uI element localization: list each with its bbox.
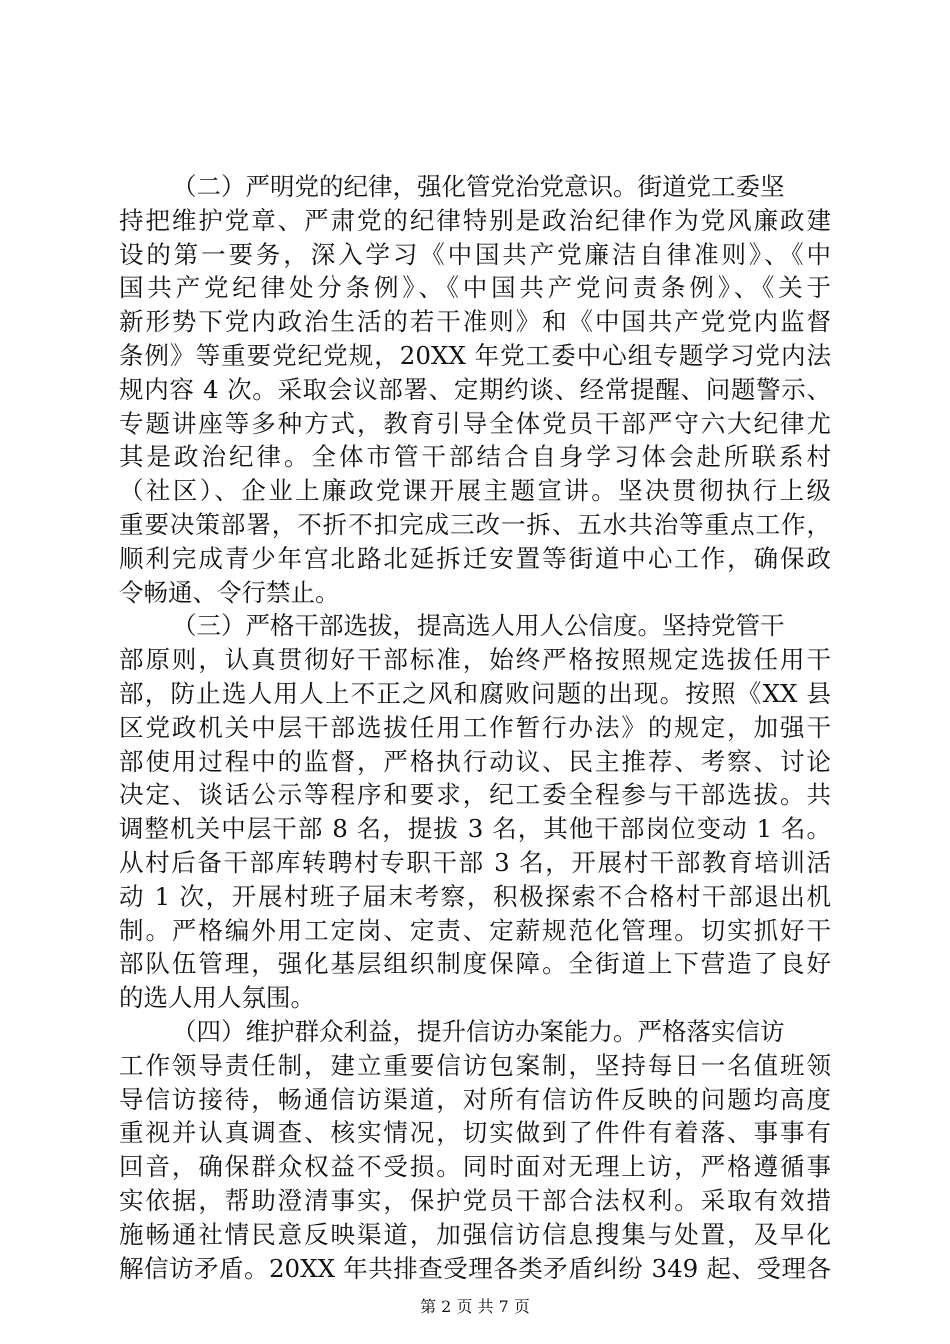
paragraph-1-line: 国共产党纪律处分条例》、《中国共产党问责条例》、《关于 [119, 273, 831, 303]
paragraph-2-line: 区党政机关中层干部选拔任用工作暂行办法》的规定，加强干 [119, 712, 831, 742]
paragraph-2-line: 调整机关中层干部 8 名，提拔 3 名，其他干部岗位变动 1 名。 [119, 814, 831, 844]
paragraph-3-line: 施畅通社情民意反映渠道，加强信访信息搜集与处置，及早化 [119, 1219, 831, 1249]
paragraph-3-line: （四）维护群众利益，提升信访办案能力。严格落实信访 [172, 1017, 785, 1046]
paragraph-3-line: 重视并认真调查、核实情况，切实做到了件件有着落、事事有 [119, 1118, 831, 1148]
paragraph-2-line: 从村后备干部库转聘村专职干部 3 名，开展村干部教育培训活 [119, 848, 831, 877]
paragraph-2-line: 的选人用人氛围。 [119, 983, 315, 1013]
paragraph-1-line: 设的第一要务，深入学习《中国共产党廉洁自律准则》、《中 [119, 239, 831, 269]
paragraph-1-line: 顺利完成青少年宫北路北延拆迁安置等街道中心工作，确保政 [119, 543, 831, 573]
paragraph-2-line: 部使用过程中的监督，严格执行动议、民主推荐、考察、讨论 [119, 746, 831, 776]
paragraph-1-line: 重要决策部署，不折不扣完成三改一拆、五水共治等重点工作， [119, 510, 831, 539]
paragraph-1-line: （社区）、企业上廉政党课开展主题宣讲。坚决贯彻执行上级 [119, 476, 831, 506]
paragraph-1-line: 条例》等重要党纪党规，20XX 年党工委中心组专题学习党内法 [119, 341, 831, 370]
paragraph-1-line: 规内容 4 次。采取会议部署、定期约谈、经常提醒、问题警示、 [119, 374, 831, 404]
page-number-footer: 第 2 页 共 7 页 [420, 1297, 530, 1316]
paragraph-3-line: 回音，确保群众权益不受损。同时面对无理上访，严格遵循事 [119, 1152, 831, 1182]
paragraph-3-line: 实依据，帮助澄清事实，保护党员干部合法权利。采取有效措 [119, 1186, 831, 1215]
paragraph-1-line: 令畅通、令行禁止。 [119, 577, 340, 607]
paragraph-3-line: 解信访矛盾。20XX 年共排查受理各类矛盾纠纷 349 起、受理各 [119, 1253, 831, 1283]
paragraph-3-line: 导信访接待，畅通信访渠道，对所有信访件反映的问题均高度 [119, 1084, 831, 1114]
paragraph-2-line: （三）严格干部选拔，提高选人用人公信度。坚持党管干 [172, 611, 785, 641]
paragraph-3-line: 工作领导责任制，建立重要信访包案制，坚持每日一名值班领 [119, 1050, 831, 1080]
paragraph-1-line: （二）严明党的纪律，强化管党治党意识。街道党工委坚 [172, 172, 785, 201]
paragraph-2-line: 制。严格编外用工定岗、定责、定薪规范化管理。切实抓好干 [119, 915, 831, 945]
paragraph-1-line: 专题讲座等多种方式，教育引导全体党员干部严守六大纪律尤 [119, 408, 831, 438]
paragraph-2-line: 动 1 次，开展村班子届末考察，积极探索不合格村干部退出机 [119, 881, 831, 911]
paragraph-2-line: 部，防止选人用人上不正之风和腐败问题的出现。按照《XX 县 [119, 679, 831, 708]
paragraph-1-line: 其是政治纪律。全体市管干部结合自身学习体会赴所联系村 [119, 442, 831, 472]
paragraph-2-line: 决定、谈话公示等程序和要求，纪工委全程参与干部选拔。共 [119, 780, 831, 810]
paragraph-1-line: 持把维护党章、严肃党的纪律特别是政治纪律作为党风廉政建 [119, 205, 831, 235]
paragraph-2-line: 部队伍管理，强化基层组织制度保障。全街道上下营造了良好 [119, 949, 831, 979]
paragraph-2-line: 部原则，认真贯彻好干部标准，始终严格按照规定选拔任用干 [119, 645, 831, 675]
paragraph-1-line: 新形势下党内政治生活的若干准则》和《中国共产党党内监督 [119, 307, 831, 337]
